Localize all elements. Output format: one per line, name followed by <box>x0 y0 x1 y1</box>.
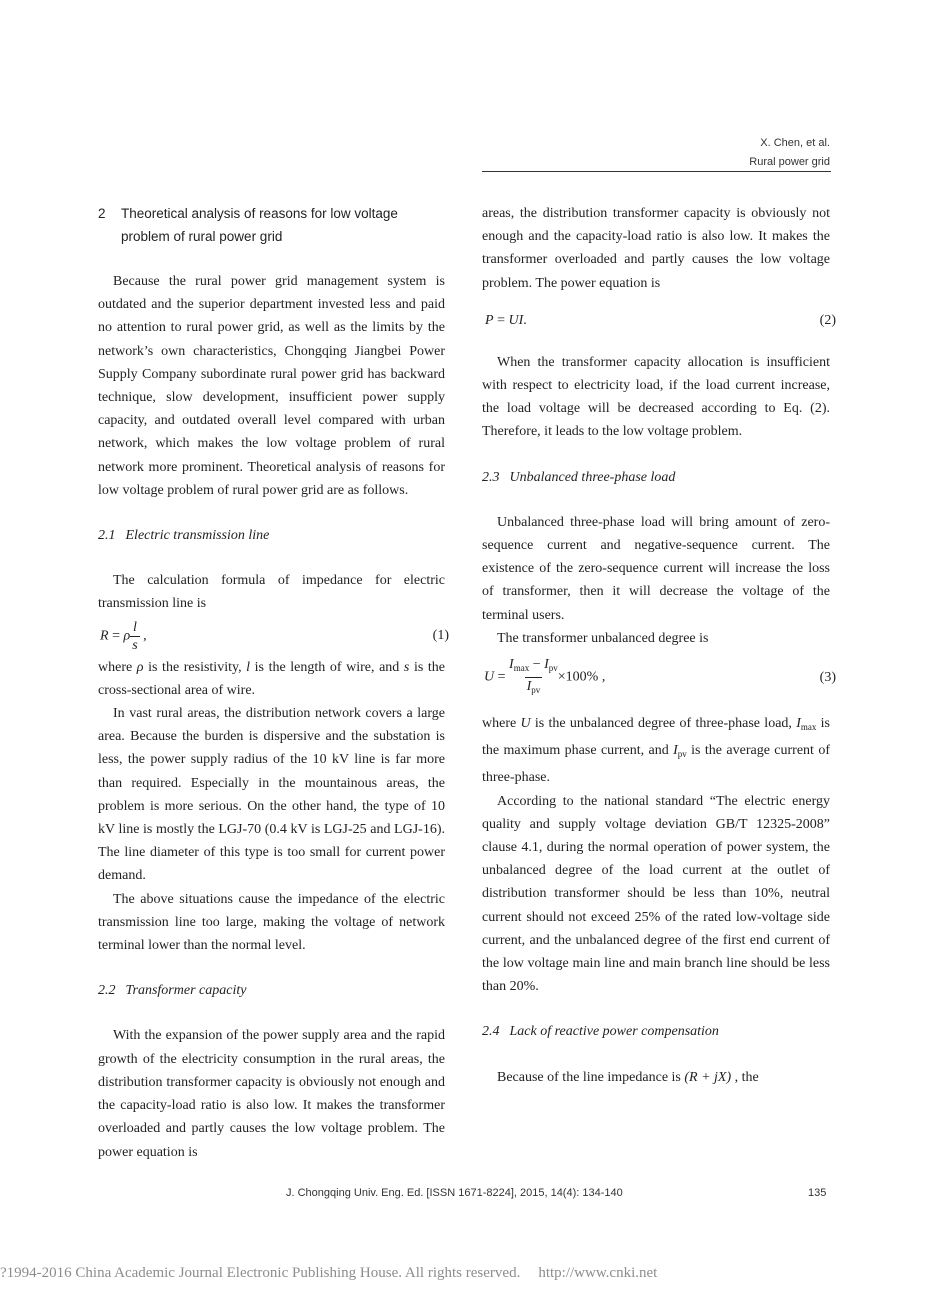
subsection-number: 2.4 <box>482 1024 500 1040</box>
subsection-title: Transformer capacity <box>125 983 247 999</box>
denominator: s <box>132 637 138 653</box>
copyright-url: http://www.cnki.net <box>538 1265 658 1281</box>
copyright-watermark <box>0 1265 760 1282</box>
paragraph-continued: areas, the distribution transformer capacity is obviously not enough and the capacity-load ratio is also low. It makes the transformer overloaded and partly causes the low voltage problem. The power equation is <box>482 206 830 291</box>
paragraph: When the transformer capacity allocation is insufficient with respect to electricity load, if the load current increase, the load voltage will be decreased according to Eq. (2). Therefore, it leads to the low voltage problem. <box>482 354 830 440</box>
fraction <box>509 656 558 699</box>
page-number: 135 <box>808 1187 827 1199</box>
subsection-number: 2.2 <box>98 983 116 999</box>
rho-symbol: ρ <box>123 628 131 644</box>
subsection-title: Unbalanced three-phase load <box>509 469 676 485</box>
left-column <box>98 202 449 1160</box>
equation-3 <box>482 654 836 712</box>
subsection-heading-2-2 <box>98 979 445 1002</box>
fraction <box>130 619 139 654</box>
equation-1 <box>98 616 449 656</box>
paragraph: According to the national standard “The electric energy quality and supply voltage deviation GB/T 12325-2008” clause 4.1, during the normal operation of power system, the unbalanced degree of the load current at the outlet of distribution transformer should be less than 10%, neutral current should not exceed 25% of the rated low-voltage side current, and the unbalanced degree of the first end current of the low voltage main line and main branch line should be less than 20%. <box>482 793 830 995</box>
equals-sign: = <box>497 669 506 685</box>
paragraph: Because of the line impedance is (R + jX) , the <box>497 1069 759 1085</box>
equation-2 <box>482 301 836 341</box>
equation-punct: , <box>143 628 147 644</box>
paragraph: The above situations cause the impedance of the electric transmission line too large, making the voltage of network terminal lower than the normal level. <box>98 891 445 954</box>
times-percent: ×100% <box>557 669 599 685</box>
copyright-text: ?1994-2016 China Academic Journal Electronic Publishing House. All rights reserved. <box>0 1265 521 1281</box>
right-column <box>482 202 836 1089</box>
equation-number: (1) <box>432 627 449 643</box>
running-header-author: X. Chen, et al. <box>760 137 830 149</box>
equals-sign: = <box>112 628 120 644</box>
subsection-number: 2.3 <box>482 469 500 485</box>
section-number: 2 <box>98 206 106 221</box>
denominator: $I_{pv}$ <box>525 677 543 699</box>
where-paragraph: where ρ is the resistivity, l is the length of wire, and s is the cross-sectional area of wire. <box>98 659 445 698</box>
paragraph: Unbalanced three-phase load will bring amount of zero-sequence current and negative-sequence current. The existence of the zero-sequence current will increase the loss of transformer, then it will decrease the voltage of the terminal users. <box>482 514 830 623</box>
equation-lhs: P <box>485 312 494 328</box>
numerator: $I_{max} - I_{pv}$ <box>509 657 558 674</box>
equation-punct: . <box>523 312 527 328</box>
subsection-heading-2-3 <box>482 466 830 489</box>
equation-number: (2) <box>819 312 836 328</box>
equation-lhs: U <box>484 669 495 685</box>
subsection-title: Electric transmission line <box>125 528 270 544</box>
subsection-heading-2-1 <box>98 524 445 547</box>
paragraph: With the expansion of the power supply area and the rapid growth of the electricity consumption in the rural areas, the distribution transformer capacity is obviously not enough and the capacity-load ratio is also low. It makes the transformer overloaded and partly causes the low voltage problem. The power equation is <box>98 1028 445 1160</box>
section-title: Theoretical analysis of reasons for low voltage problem of rural power grid <box>121 206 398 244</box>
section-heading <box>98 202 445 248</box>
paragraph: The calculation formula of impedance for electric transmission line is <box>98 573 445 612</box>
subsection-heading-2-4 <box>482 1020 830 1043</box>
subsection-number: 2.1 <box>98 528 116 544</box>
where-paragraph: where U is the unbalanced degree of three-phase load, $I_{max}$ is the maximum phase current, and $I_{pv}$ is the average current of three-phase. <box>482 716 831 786</box>
equals-sign: = <box>497 312 505 328</box>
header-divider <box>482 171 831 172</box>
section-intro-paragraph: Because the rural power grid management system is outdated and the superior department invested less and paid no attention to rural power grid, as well as the limits by the network’s own characteristics, Chongqing Jiangbei Power Supply Company subordinate rural power grid has backward technique, slow development, insufficient power supply capacity, and outdated overall level compared with urban network, which makes the low voltage problem of rural network more prominent. Theoretical analysis of reasons for low voltage problem of rural power grid are as follows. <box>98 274 445 498</box>
equation-punct: , <box>601 669 606 685</box>
equation-lhs: R <box>100 628 109 644</box>
paragraph: In vast rural areas, the distribution network covers a large area. Because the burden is dispersive and the substation is less, the power supply radius of the 10 kV line is far more than required. Especially in the mountainous areas, the problem is more serious. On the other hand, the type of 10 kV line is mostly the LGJ-70 (0.4 kV is LGJ-25 and LGJ-16). The line diameter of this type is too small for current power demand. <box>98 706 445 884</box>
paragraph: The transformer unbalanced degree is <box>497 630 709 646</box>
footer-citation: J. Chongqing Univ. Eng. Ed. [ISSN 1671-8224], 2015, 14(4): 134-140 <box>286 1187 623 1199</box>
subsection-title: Lack of reactive power compensation <box>509 1024 719 1040</box>
equation-rhs: UI <box>508 312 524 328</box>
running-header-title: Rural power grid <box>749 156 830 168</box>
numerator: l <box>132 619 137 635</box>
equation-number: (3) <box>819 670 836 686</box>
